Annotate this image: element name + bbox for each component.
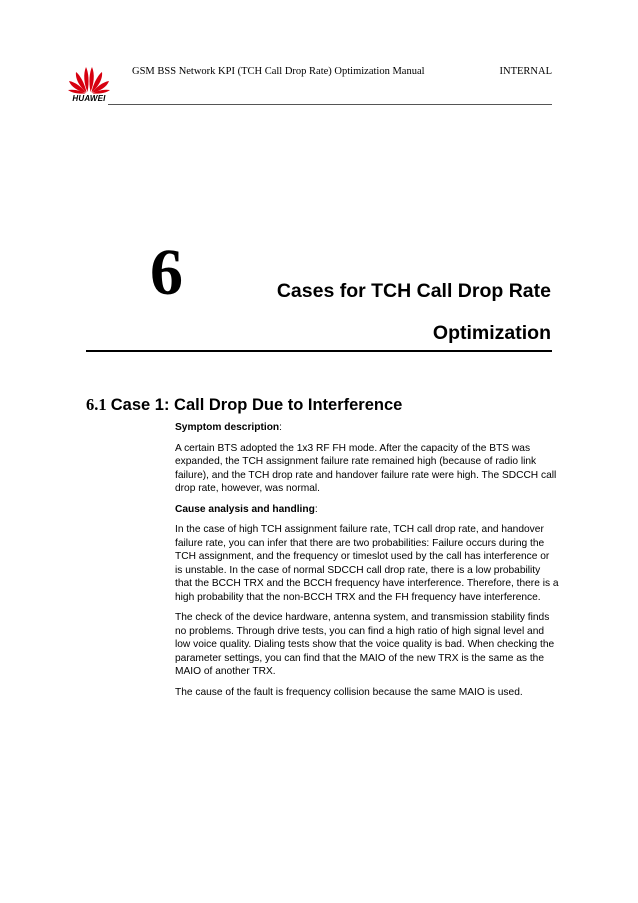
chapter-title-line1: Cases for TCH Call Drop Rate [276,280,551,302]
symptom-paragraph: A certain BTS adopted the 1x3 RF FH mode. After the capacity of the BTS was expanded, the TCH assignment failure rate remained high (because of radio link failure), and the TCH drop rate and handover failure rate were high. The SDCCH call drop rate, however, was normal. [175,442,557,494]
cause-paragraph-1: In the case of high TCH assignment failure rate, TCH call drop rate, and handover failure rate, you can infer that there are two probabilities: Failure occurs during the TCH assignment, and the frequency or timeslot used by the call has interference or is unstable. In the case of normal SDCCH call drop rate, there is a low probability that the BCCH TRX and the BCCH frequency have interference. Therefore, there is a high probability that the non-BCCH TRX and the FH frequency have interference. [175,524,559,603]
cause-heading: Cause analysis and handling: [175,503,318,515]
cause-paragraph-2: The check of the device hardware, antenna system, and transmission stability finds no problems. Through drive tests, you can find a high ratio of high signal level and low voice quality. Dialing tests show that the voice quality is bad. When checking the parameter settings, you can find that the MAIO of the new TRX is the same as the MAIO of another TRX. [175,612,555,677]
header-divider [108,104,552,105]
section-title: Case 1: Call Drop Due to Interference [110,396,403,414]
section-number: 6.1 [86,395,107,414]
chapter-title-line2: Optimization [432,322,551,344]
logo-wordmark: HUAWEI [72,94,106,103]
chapter-divider [86,350,552,352]
cause-paragraph-3: The cause of the fault is frequency collision because the same MAIO is used. [175,686,523,698]
chapter-number: 6 [150,236,183,309]
document-title: GSM BSS Network KPI (TCH Call Drop Rate) Optimization Manual [132,66,425,77]
section-body [175,421,559,706]
classification-label: INTERNAL [499,66,552,77]
symptom-heading: Symptom description: [175,422,282,433]
symptom-label: Symptom description [175,422,280,433]
page-header [66,56,552,106]
cause-label: Cause analysis and handling [175,503,315,515]
huawei-logo-icon [66,64,112,94]
section-heading [86,395,402,415]
